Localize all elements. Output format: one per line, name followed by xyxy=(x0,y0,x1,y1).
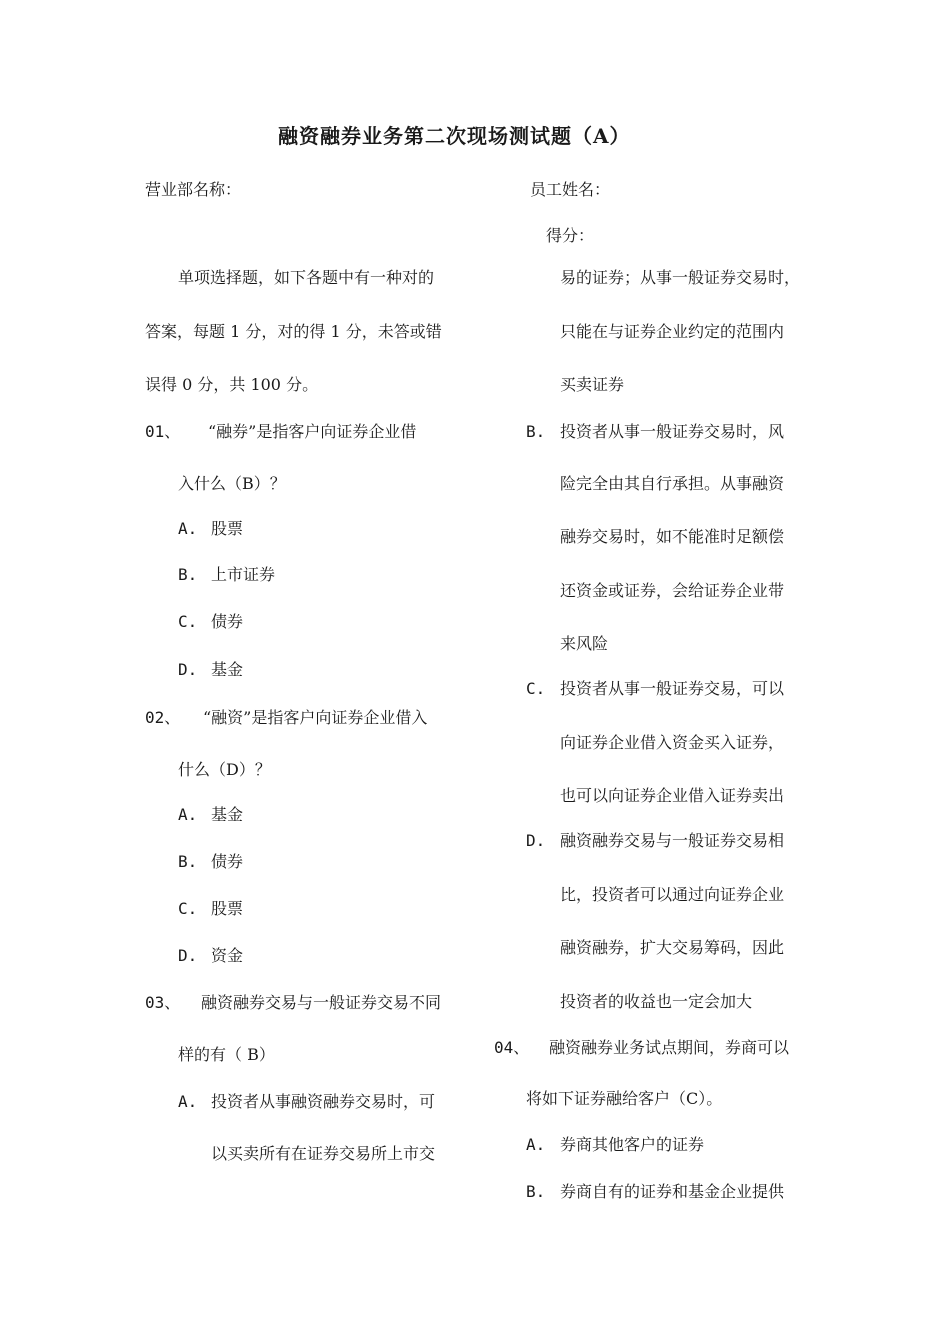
option-text: 比，投资者可以通过向证券企业 xyxy=(560,885,785,904)
option-letter: C. xyxy=(178,612,198,631)
option-letter: A. xyxy=(526,1135,546,1154)
option-letter: B. xyxy=(526,422,546,441)
question-stem: 样的有（ B） xyxy=(178,1045,275,1064)
department-label: 营业部名称： xyxy=(145,180,242,199)
option-text: 券商其他客户的证券 xyxy=(560,1135,705,1154)
option-text: 易的证券；从事一般证券交易时， xyxy=(560,268,801,287)
question-stem: 融资融券业务试点期间，券商可以 xyxy=(549,1038,790,1057)
option-letter: B. xyxy=(178,565,198,584)
option-text: 投资者从事融资融券交易时，可 xyxy=(211,1092,436,1111)
option-letter: C. xyxy=(178,899,198,918)
option-text: 还资金或证券，会给证券企业带 xyxy=(560,581,785,600)
option-text: 股票 xyxy=(211,899,244,918)
option-text: 投资者的收益也一定会加大 xyxy=(560,992,753,1011)
instructions-line: 单项选择题，如下各题中有一种对的 xyxy=(178,268,435,287)
option-text: 股票 xyxy=(211,519,244,538)
question-number: 03、 xyxy=(145,993,181,1012)
question-stem: 将如下证券融给客户（C）。 xyxy=(526,1089,723,1108)
option-letter: A. xyxy=(178,519,198,538)
option-letter: C. xyxy=(526,679,546,698)
question-number: 02、 xyxy=(145,708,181,727)
question-stem: 什么（D）？ xyxy=(178,760,271,779)
option-letter: D. xyxy=(178,660,198,679)
option-letter: B. xyxy=(526,1182,546,1201)
option-letter: A. xyxy=(178,805,198,824)
question-stem: 融资融券交易与一般证券交易不同 xyxy=(201,993,442,1012)
score-label: 得分： xyxy=(546,226,595,245)
option-text: 投资者从事一般证券交易，可以 xyxy=(560,679,785,698)
option-text: 债券 xyxy=(211,612,244,631)
option-text: 买卖证券 xyxy=(560,375,625,394)
question-stem: 入什么（B）？ xyxy=(178,474,286,493)
option-text: 以买卖所有在证券交易所上市交 xyxy=(211,1144,436,1163)
instructions-line: 答案，每题 1 分，对的得 1 分，未答或错 xyxy=(145,322,442,341)
option-text: 资金 xyxy=(211,946,244,965)
option-text: 也可以向证券企业借入证券卖出 xyxy=(560,786,785,805)
option-text: 基金 xyxy=(211,805,244,824)
option-text: 投资者从事一般证券交易时，风 xyxy=(560,422,785,441)
option-text: 融资融券，扩大交易筹码，因此 xyxy=(560,938,785,957)
option-letter: B. xyxy=(178,852,198,871)
question-number: 04、 xyxy=(494,1038,530,1057)
option-text: 融资融券交易与一般证券交易相 xyxy=(560,831,785,850)
option-letter: A. xyxy=(178,1092,198,1111)
option-letter: D. xyxy=(178,946,198,965)
option-text: 融券交易时，如不能准时足额偿 xyxy=(560,527,785,546)
question-number: 01、 xyxy=(145,422,181,441)
question-stem: “融资”是指客户向证券企业借入 xyxy=(203,708,428,727)
instructions-line: 误得 0 分，共 100 分。 xyxy=(145,375,319,394)
option-text: 向证券企业借入资金买入证券， xyxy=(560,733,785,752)
option-text: 券商自有的证券和基金企业提供 xyxy=(560,1182,785,1201)
option-text: 险完全由其自行承担。从事融资 xyxy=(560,474,785,493)
option-text: 债券 xyxy=(211,852,244,871)
page-title: 融资融券业务第二次现场测试题（A） xyxy=(278,124,631,148)
option-text: 上市证券 xyxy=(211,565,276,584)
employee-name-label: 员工姓名： xyxy=(530,180,611,199)
option-letter: D. xyxy=(526,831,546,850)
option-text: 基金 xyxy=(211,660,244,679)
question-stem: “融券”是指客户向证券企业借 xyxy=(208,422,417,441)
option-text: 只能在与证券企业约定的范围内 xyxy=(560,322,785,341)
option-text: 来风险 xyxy=(560,634,609,653)
